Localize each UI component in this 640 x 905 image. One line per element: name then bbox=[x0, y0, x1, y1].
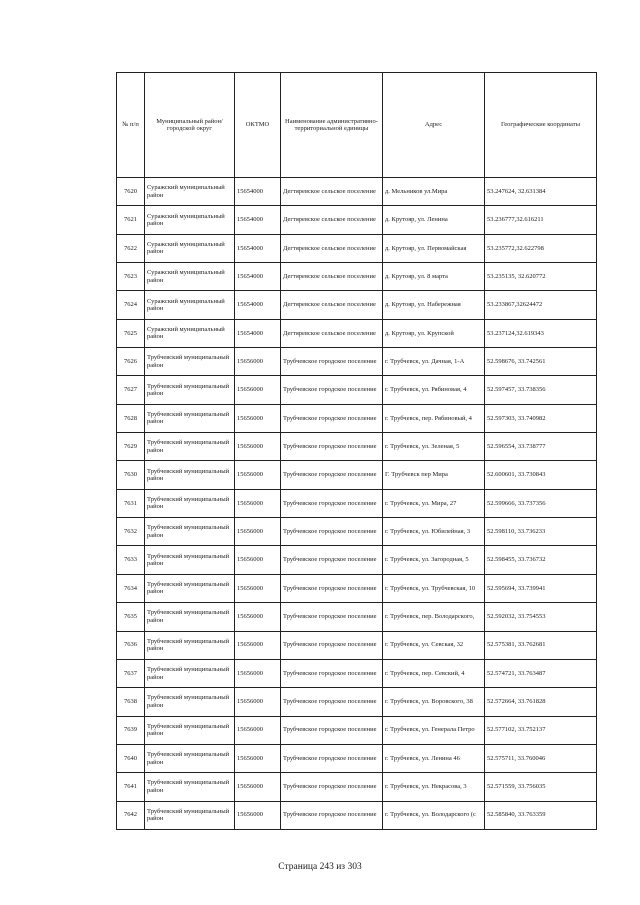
cell-oktmo: 15656000 bbox=[235, 716, 281, 744]
cell-district: Трубчевский муниципальный район bbox=[145, 773, 235, 801]
cell-unit: Трубчевское городское поселение bbox=[281, 631, 383, 659]
cell-address: д. Крутояр, ул. Ленина bbox=[383, 206, 485, 234]
cell-unit: Трубчевское городское поселение bbox=[281, 773, 383, 801]
cell-coords: 52.596554, 33.738777 bbox=[485, 433, 597, 461]
cell-coords: 53.235135, 32.620772 bbox=[485, 263, 597, 291]
cell-coords: 52.575381, 33.762681 bbox=[485, 631, 597, 659]
page-footer bbox=[0, 862, 640, 872]
table-row bbox=[117, 688, 597, 716]
page-number: 243 bbox=[319, 862, 334, 872]
table-row bbox=[117, 461, 597, 489]
cell-coords: 52.600601, 33.730843 bbox=[485, 461, 597, 489]
table-header bbox=[117, 73, 597, 178]
cell-address: д. Крутояр, ул. Первомайская bbox=[383, 234, 485, 262]
cell-district: Суражский муниципальный район bbox=[145, 234, 235, 262]
cell-district: Трубчевский муниципальный район bbox=[145, 348, 235, 376]
table-row bbox=[117, 603, 597, 631]
cell-district: Трубчевский муниципальный район bbox=[145, 376, 235, 404]
cell-num: 7642 bbox=[117, 801, 145, 829]
cell-num: 7628 bbox=[117, 404, 145, 432]
table-row bbox=[117, 546, 597, 574]
table-row bbox=[117, 659, 597, 687]
cell-num: 7638 bbox=[117, 688, 145, 716]
cell-address: г. Трубчевск, пер. Севский, 4 bbox=[383, 659, 485, 687]
cell-oktmo: 15656000 bbox=[235, 404, 281, 432]
cell-address: г. Трубчевск, ул. Дачная, 1-А bbox=[383, 348, 485, 376]
cell-coords: 52.572664, 33.761828 bbox=[485, 688, 597, 716]
cell-district: Трубчевский муниципальный район bbox=[145, 631, 235, 659]
cell-district: Суражский муниципальный район bbox=[145, 319, 235, 347]
cell-oktmo: 15656000 bbox=[235, 631, 281, 659]
cell-district: Трубчевский муниципальный район bbox=[145, 518, 235, 546]
of-label: из bbox=[336, 862, 346, 872]
cell-oktmo: 15656000 bbox=[235, 574, 281, 602]
cell-coords: 52.595694, 33.739941 bbox=[485, 574, 597, 602]
cell-unit: Трубчевское городское поселение bbox=[281, 801, 383, 829]
cell-num: 7630 bbox=[117, 461, 145, 489]
cell-unit: Трубчевское городское поселение bbox=[281, 348, 383, 376]
table-row bbox=[117, 206, 597, 234]
cell-num: 7636 bbox=[117, 631, 145, 659]
table-row bbox=[117, 631, 597, 659]
cell-num: 7631 bbox=[117, 489, 145, 517]
cell-oktmo: 15656000 bbox=[235, 546, 281, 574]
cell-oktmo: 15656000 bbox=[235, 461, 281, 489]
cell-address: г. Трубчевск, пер. Рябиновый, 4 bbox=[383, 404, 485, 432]
table-row bbox=[117, 489, 597, 517]
cell-num: 7634 bbox=[117, 574, 145, 602]
cell-unit: Дегтяревское сельское поселение bbox=[281, 291, 383, 319]
cell-address: д. Крутояр, ул. Крупской bbox=[383, 319, 485, 347]
cell-district: Трубчевский муниципальный район bbox=[145, 659, 235, 687]
cell-address: г. Трубчевск, ул. Некрасова, 3 bbox=[383, 773, 485, 801]
cell-district: Трубчевский муниципальный район bbox=[145, 404, 235, 432]
table-row bbox=[117, 518, 597, 546]
page-label: Страница bbox=[278, 862, 318, 872]
cell-num: 7621 bbox=[117, 206, 145, 234]
cell-district: Трубчевский муниципальный район bbox=[145, 461, 235, 489]
cell-address: г. Трубчевск, ул. Генерала Петро bbox=[383, 716, 485, 744]
cell-oktmo: 15656000 bbox=[235, 348, 281, 376]
cell-num: 7623 bbox=[117, 263, 145, 291]
cell-oktmo: 15656000 bbox=[235, 659, 281, 687]
cell-coords: 52.571559, 33.756035 bbox=[485, 773, 597, 801]
cell-oktmo: 15654000 bbox=[235, 263, 281, 291]
cell-oktmo: 15656000 bbox=[235, 376, 281, 404]
table-row bbox=[117, 291, 597, 319]
table-row bbox=[117, 376, 597, 404]
cell-num: 7625 bbox=[117, 319, 145, 347]
header-row bbox=[117, 73, 597, 178]
table-row bbox=[117, 348, 597, 376]
cell-address: д. Крутояр, ул. 8 марта bbox=[383, 263, 485, 291]
cell-oktmo: 15656000 bbox=[235, 489, 281, 517]
cell-num: 7635 bbox=[117, 603, 145, 631]
table-row bbox=[117, 263, 597, 291]
header-coords: Географические координаты bbox=[485, 73, 597, 178]
cell-coords: 52.598110, 33.736233 bbox=[485, 518, 597, 546]
cell-district: Трубчевский муниципальный район bbox=[145, 744, 235, 772]
cell-coords: 52.597303, 33.740982 bbox=[485, 404, 597, 432]
cell-district: Трубчевский муниципальный район bbox=[145, 716, 235, 744]
cell-unit: Трубчевское городское поселение bbox=[281, 574, 383, 602]
cell-coords: 53.237124,32.619343 bbox=[485, 319, 597, 347]
cell-oktmo: 15654000 bbox=[235, 178, 281, 206]
cell-address: Г. Трубчевск пер Мира bbox=[383, 461, 485, 489]
table-row bbox=[117, 801, 597, 829]
cell-district: Суражский муниципальный район bbox=[145, 291, 235, 319]
cell-oktmo: 15654000 bbox=[235, 291, 281, 319]
cell-unit: Трубчевское городское поселение bbox=[281, 659, 383, 687]
table-row bbox=[117, 773, 597, 801]
registry-table bbox=[116, 72, 597, 830]
cell-unit: Трубчевское городское поселение bbox=[281, 518, 383, 546]
cell-oktmo: 15656000 bbox=[235, 688, 281, 716]
table-body bbox=[117, 178, 597, 830]
cell-oktmo: 15656000 bbox=[235, 773, 281, 801]
cell-address: г. Трубчевск, ул. Мира, 27 bbox=[383, 489, 485, 517]
cell-num: 7632 bbox=[117, 518, 145, 546]
cell-district: Трубчевский муниципальный район bbox=[145, 574, 235, 602]
cell-address: д. Крутояр, ул. Набережная bbox=[383, 291, 485, 319]
cell-coords: 52.599666, 33.737356 bbox=[485, 489, 597, 517]
cell-district: Суражский муниципальный район bbox=[145, 206, 235, 234]
cell-oktmo: 15654000 bbox=[235, 319, 281, 347]
cell-unit: Дегтяревское сельское поселение bbox=[281, 263, 383, 291]
cell-coords: 52.575711, 33.760046 bbox=[485, 744, 597, 772]
cell-address: г. Трубчевск, ул. Загородная, 5 bbox=[383, 546, 485, 574]
cell-oktmo: 15656000 bbox=[235, 744, 281, 772]
cell-unit: Трубчевское городское поселение bbox=[281, 716, 383, 744]
cell-oktmo: 15656000 bbox=[235, 801, 281, 829]
cell-unit: Трубчевское городское поселение bbox=[281, 461, 383, 489]
cell-num: 7640 bbox=[117, 744, 145, 772]
table-row bbox=[117, 319, 597, 347]
cell-oktmo: 15656000 bbox=[235, 518, 281, 546]
cell-district: Трубчевский муниципальный район bbox=[145, 546, 235, 574]
cell-coords: 52.598676, 33.742561 bbox=[485, 348, 597, 376]
cell-coords: 52.574721, 33.763487 bbox=[485, 659, 597, 687]
cell-num: 7627 bbox=[117, 376, 145, 404]
cell-district: Трубчевский муниципальный район bbox=[145, 433, 235, 461]
header-address: Адрес bbox=[383, 73, 485, 178]
table-row bbox=[117, 433, 597, 461]
table-row bbox=[117, 178, 597, 206]
cell-unit: Трубчевское городское поселение bbox=[281, 376, 383, 404]
cell-num: 7624 bbox=[117, 291, 145, 319]
header-district: Муниципальный район/городской округ bbox=[145, 73, 235, 178]
total-pages: 303 bbox=[347, 862, 362, 872]
cell-address: г. Трубчевск, ул. Рябиновая, 4 bbox=[383, 376, 485, 404]
cell-coords: 53.236777,32.616211 bbox=[485, 206, 597, 234]
cell-unit: Трубчевское городское поселение bbox=[281, 489, 383, 517]
cell-unit: Трубчевское городское поселение bbox=[281, 688, 383, 716]
cell-unit: Трубчевское городское поселение bbox=[281, 603, 383, 631]
cell-district: Трубчевский муниципальный район bbox=[145, 801, 235, 829]
cell-unit: Дегтяревское сельское поселение bbox=[281, 206, 383, 234]
cell-address: г. Трубчевск, ул. Севская, 32 bbox=[383, 631, 485, 659]
header-oktmo: ОКТМО bbox=[235, 73, 281, 178]
cell-district: Трубчевский муниципальный район bbox=[145, 489, 235, 517]
cell-address: г. Трубчевск, ул. Ленина 46 bbox=[383, 744, 485, 772]
cell-district: Трубчевский муниципальный район bbox=[145, 688, 235, 716]
cell-coords: 52.577102, 33.752137 bbox=[485, 716, 597, 744]
cell-num: 7639 bbox=[117, 716, 145, 744]
cell-num: 7641 bbox=[117, 773, 145, 801]
cell-oktmo: 15656000 bbox=[235, 433, 281, 461]
table-row bbox=[117, 716, 597, 744]
cell-district: Суражский муниципальный район bbox=[145, 263, 235, 291]
cell-unit: Дегтяревское сельское поселение bbox=[281, 178, 383, 206]
header-unit: Наименование административно-территориальной единицы bbox=[281, 73, 383, 178]
cell-address: г. Трубчевск, ул. Зеленая, 5 bbox=[383, 433, 485, 461]
cell-unit: Дегтяревское сельское поселение bbox=[281, 234, 383, 262]
cell-unit: Трубчевское городское поселение bbox=[281, 744, 383, 772]
table-row bbox=[117, 744, 597, 772]
table-row bbox=[117, 404, 597, 432]
cell-district: Суражский муниципальный район bbox=[145, 178, 235, 206]
cell-coords: 53.233867,32624472 bbox=[485, 291, 597, 319]
cell-address: г. Трубчевск, ул. Трубчевская, 10 bbox=[383, 574, 485, 602]
cell-address: д. Мельников ул.Мира bbox=[383, 178, 485, 206]
cell-address: г. Трубчевск, ул. Володарского (с bbox=[383, 801, 485, 829]
cell-oktmo: 15654000 bbox=[235, 234, 281, 262]
cell-coords: 52.585840, 33.763359 bbox=[485, 801, 597, 829]
header-num: № п/п bbox=[117, 73, 145, 178]
cell-coords: 52.592032, 33.754553 bbox=[485, 603, 597, 631]
cell-coords: 53.247624, 32.631384 bbox=[485, 178, 597, 206]
cell-district: Трубчевский муниципальный район bbox=[145, 603, 235, 631]
cell-coords: 52.598455, 33.736732 bbox=[485, 546, 597, 574]
cell-num: 7637 bbox=[117, 659, 145, 687]
cell-coords: 53.235772,32.622798 bbox=[485, 234, 597, 262]
table-row bbox=[117, 234, 597, 262]
cell-unit: Дегтяревское сельское поселение bbox=[281, 319, 383, 347]
cell-oktmo: 15656000 bbox=[235, 603, 281, 631]
cell-unit: Трубчевское городское поселение bbox=[281, 546, 383, 574]
cell-oktmo: 15654000 bbox=[235, 206, 281, 234]
cell-num: 7620 bbox=[117, 178, 145, 206]
cell-coords: 52.597457, 33.738356 bbox=[485, 376, 597, 404]
cell-num: 7622 bbox=[117, 234, 145, 262]
table-row bbox=[117, 574, 597, 602]
cell-unit: Трубчевское городское поселение bbox=[281, 404, 383, 432]
cell-num: 7626 bbox=[117, 348, 145, 376]
cell-address: г. Трубчевск, пер. Володарского, bbox=[383, 603, 485, 631]
cell-address: г. Трубчевск, ул. Юбилейная, 3 bbox=[383, 518, 485, 546]
cell-unit: Трубчевское городское поселение bbox=[281, 433, 383, 461]
cell-num: 7629 bbox=[117, 433, 145, 461]
cell-num: 7633 bbox=[117, 546, 145, 574]
cell-address: г. Трубчевск, ул. Воровского, 38 bbox=[383, 688, 485, 716]
